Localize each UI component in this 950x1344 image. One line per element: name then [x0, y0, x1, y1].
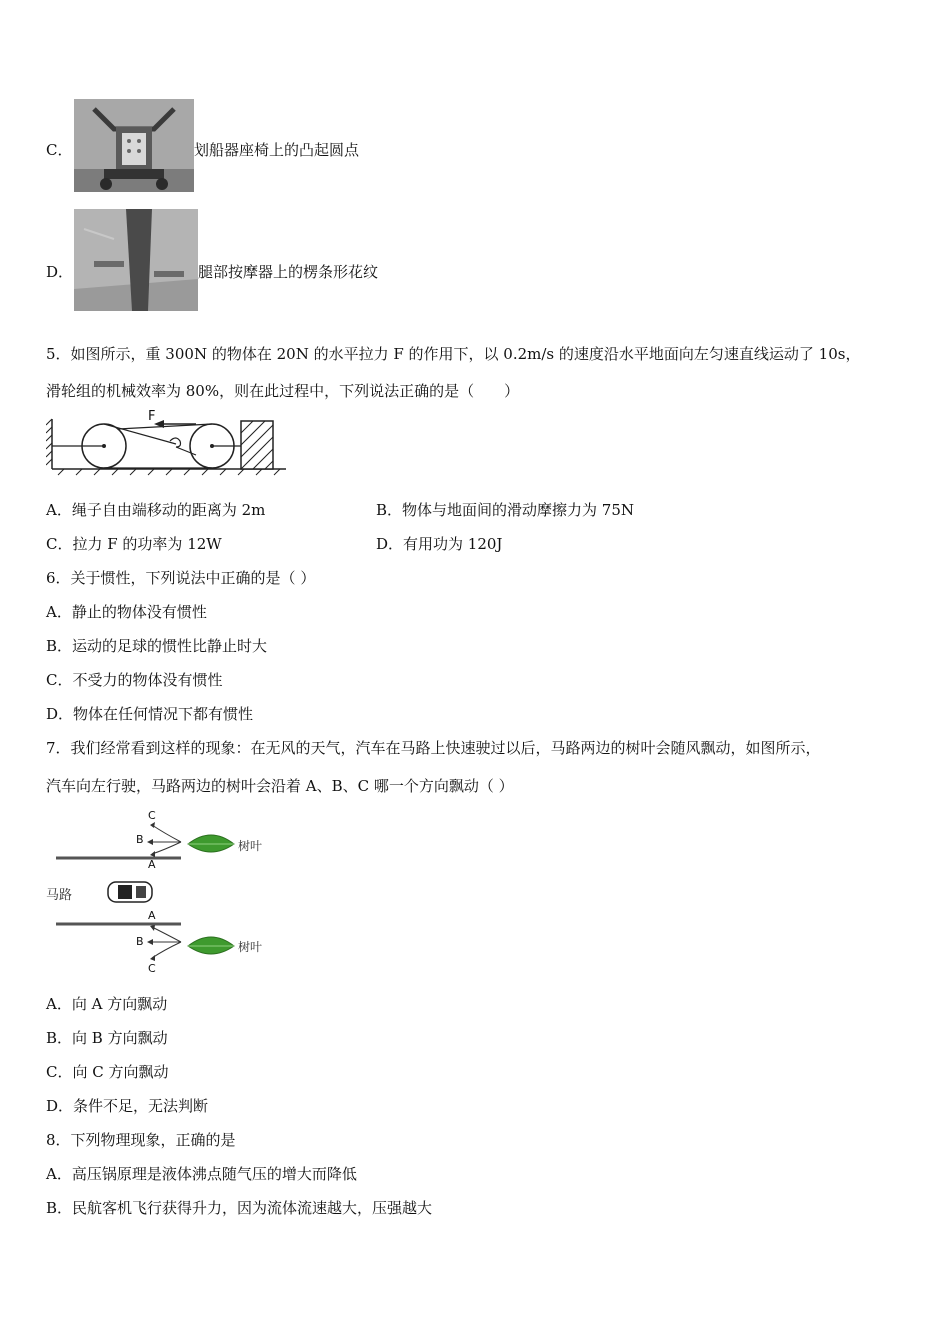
leaf-label-bottom: 树叶 [238, 940, 263, 954]
q6-option-b: B．运动的足球的惯性比静止时大 [46, 637, 268, 655]
q6-option-d: D．物体在任何情况下都有惯性 [46, 705, 254, 723]
q8-option-b: B．民航客机飞行获得升力，因为流体流速越大，压强越大 [46, 1199, 433, 1217]
q5-option-b: B．物体与地面间的滑动摩擦力为 75N [376, 501, 635, 519]
q7-option-b: B．向 B 方向飘动 [46, 1029, 168, 1047]
leg-massager-photo [74, 209, 198, 311]
q5-stem-line1: 5．如图所示，重 300N 的物体在 20N 的水平拉力 F 的作用下，以 0.2m/s 的速度沿水平地面向左匀速直线运动了 10s， [46, 345, 861, 363]
q4-option-d-label: D． [46, 263, 74, 281]
q7-stem-line2: 汽车向左行驶，马路两边的树叶会沿着 A、B、C 哪一个方向飘动（ ） [46, 777, 514, 795]
q6-option-c: C．不受力的物体没有惯性 [46, 671, 223, 689]
leaf-icon-top [188, 835, 234, 852]
q7-option-a: A．向 A 方向飘动 [46, 995, 168, 1013]
q4-option-d-text: 腿部按摩器上的楞条形花纹 [198, 263, 379, 281]
dir-label-a-bottom: A [148, 909, 156, 922]
road-label: 马路 [46, 888, 73, 903]
q4-option-c [46, 99, 406, 192]
q4-option-d [46, 209, 426, 311]
q4-option-c-label: C． [46, 141, 73, 159]
pulley-figure [46, 411, 291, 477]
leaf-label-top: 树叶 [238, 839, 263, 853]
q6-option-a: A．静止的物体没有惯性 [46, 603, 207, 621]
dir-label-c-bottom: C [148, 962, 156, 975]
q7-option-c: C．向 C 方向飘动 [46, 1063, 169, 1081]
dir-label-a-top: A [148, 858, 156, 871]
pulley-force-label: F [148, 409, 156, 424]
q5-stem-line2: 滑轮组的机械效率为 80%，则在此过程中，下列说法正确的是（ ） [46, 382, 520, 400]
q5-option-a: A．绳子自由端移动的距离为 2m [46, 501, 266, 519]
dir-label-c-top: C [148, 809, 156, 822]
q8-stem: 8．下列物理现象，正确的是 [46, 1131, 236, 1149]
road-leaves-figure [46, 808, 278, 978]
q5-option-d: D．有用功为 120J [376, 535, 503, 553]
q7-option-d: D．条件不足，无法判断 [46, 1097, 209, 1115]
dir-label-b-top: B [136, 833, 144, 846]
dir-label-b-bottom: B [136, 935, 144, 948]
q6-stem: 6．关于惯性，下列说法中正确的是（ ） [46, 569, 316, 587]
q4-option-c-text: 划船器座椅上的凸起圆点 [194, 141, 360, 159]
leaf-icon-bottom [188, 937, 234, 954]
q8-option-a: A．高压锅原理是液体沸点随气压的增大而降低 [46, 1165, 357, 1183]
q7-stem-line1: 7．我们经常看到这样的现象：在无风的天气，汽车在马路上快速驶过以后，马路两边的树叶会随风飘动，如图所示， [46, 739, 821, 757]
q5-option-c: C．拉力 F 的功率为 12W [46, 535, 222, 553]
rowing-machine-photo [74, 99, 194, 192]
